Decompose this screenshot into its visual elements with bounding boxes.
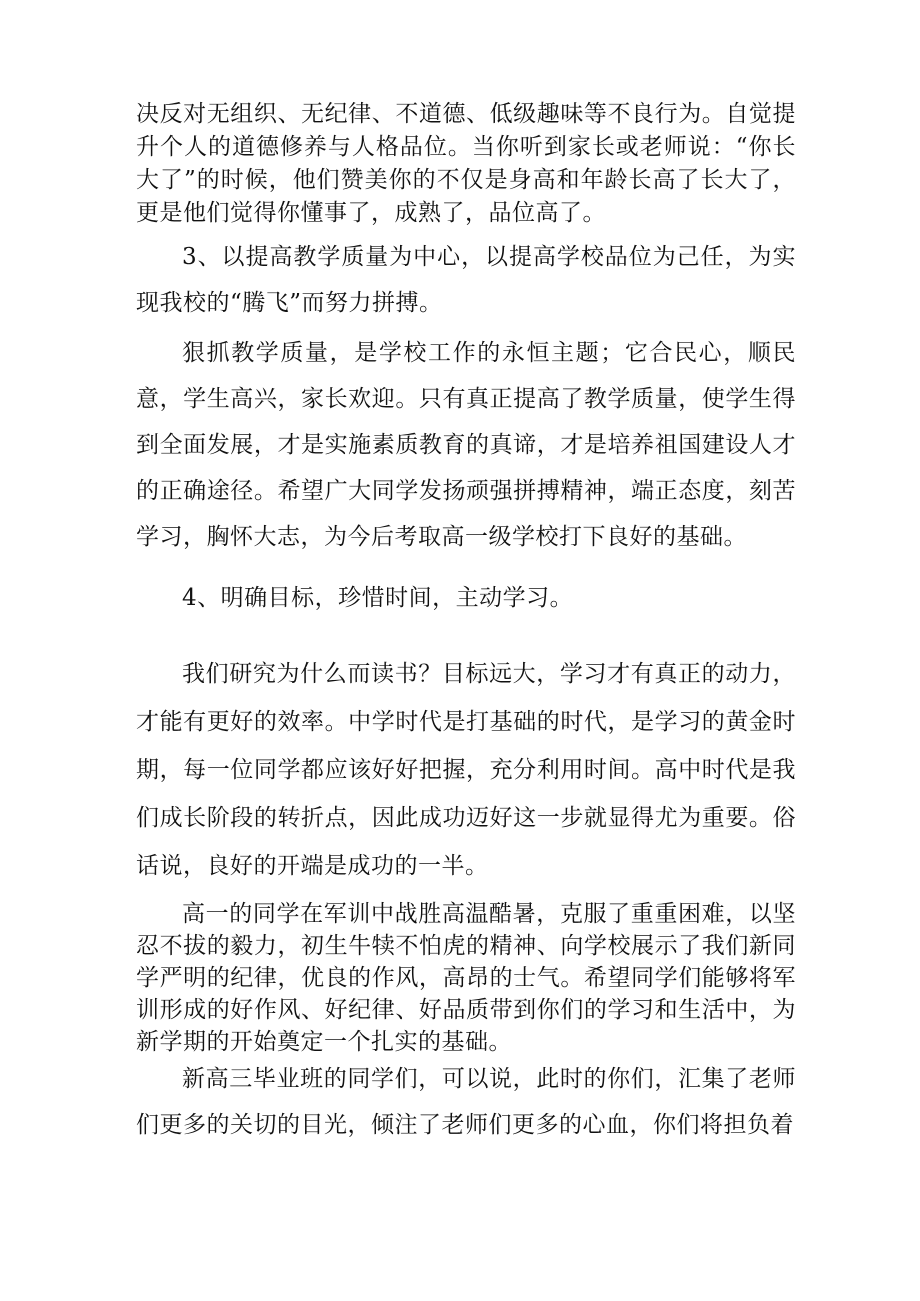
paragraph-teaching-quality: 狠抓教学质量，是学校工作的永恒主题；它合民心，顺民意，学生高兴，家长欢迎。只有真正提高了教学质量，使学生得到全面发展，才是实施素质教育的真谛，才是培养祖国建设人才的正确途径。希望广大同学发扬顽强拼搏精神，端正态度，刻苦学习，胸怀大志，为今后考取高一级学校打下良好的基础。 xyxy=(136,340,796,550)
paragraph-moral-cultivation: 决反对无组织、无纪律、不道德、低级趣味等不良行为。自觉提升个人的道德修养与人格品位。当你听到家长或老师说：“你长大了”的时候，他们赞美你的不仅是身高和年龄长高了长大了，更是他们觉得你懂事了，成熟了，品位高了。 xyxy=(136,101,796,226)
section-heading-4: 4、明确目标，珍惜时间，主动学习。 xyxy=(182,585,574,611)
paragraph-senior-class: 新高三毕业班的同学们，可以说，此时的你们，汇集了老师们更多的关切的目光，倾注了老师们更多的心血，你们将担负着 xyxy=(136,1066,796,1138)
paragraph-military-training: 高一的同学在军训中战胜高温酷暑，克服了重重困难，以坚忍不拔的毅力，初生牛犊不怕虎的精神、向学校展示了我们新同学严明的纪律，优良的作风，高昂的士气。希望同学们能够将军训形成的好作风、好纪律、好品质带到你们的学习和生活中，为新学期的开始奠定一个扎实的基础。 xyxy=(136,901,796,1055)
paragraph-study-goals: 我们研究为什么而读书？目标远大，学习才有真正的动力，才能有更好的效率。中学时代是打基础的时代，是学习的黄金时期，每一位同学都应该好好把握，充分利用时间。高中时代是我们成长阶段的转折点，因此成功迈好这一步就显得尤为重要。俗话说，良好的开端是成功的一半。 xyxy=(136,661,796,879)
section-heading-3: 3、以提高教学质量为中心，以提高学校品位为己任，为实现我校的“腾飞”而努力拼搏。 xyxy=(136,244,796,316)
